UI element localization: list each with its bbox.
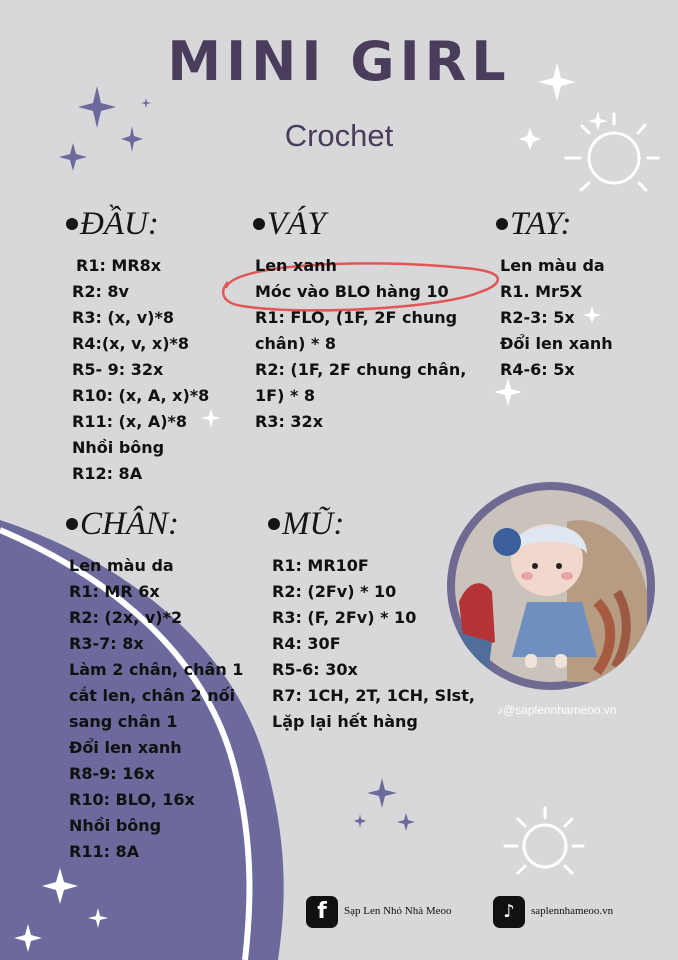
sparkle-icon bbox=[88, 908, 108, 928]
pattern-line: R11: 8A bbox=[69, 842, 140, 861]
pattern-line: R1: MR 6x bbox=[69, 582, 160, 601]
section-vay-lines bbox=[255, 253, 466, 435]
section-tay-lines bbox=[500, 253, 613, 383]
pattern-line: R8-9: 16x bbox=[69, 764, 155, 783]
pattern-line: sang chân 1 bbox=[69, 712, 178, 731]
sparkle-icon bbox=[42, 868, 78, 904]
pattern-line: R5- 9: 32x bbox=[72, 360, 164, 379]
section-heading-vay: VÁY bbox=[253, 206, 326, 243]
pattern-line: Đổi len xanh bbox=[69, 738, 182, 757]
section-dau-lines bbox=[72, 253, 209, 487]
pattern-line: Làm 2 chân, chân 1 bbox=[69, 660, 244, 679]
pattern-line: Lặp lại hết hàng bbox=[272, 712, 418, 731]
pattern-line: R1: FLO, (1F, 2F chung bbox=[255, 308, 458, 327]
bullet-icon bbox=[253, 218, 265, 230]
pattern-line: Nhồi bông bbox=[69, 816, 162, 835]
pattern-line: Nhồi bông bbox=[72, 438, 165, 457]
page-subtitle: Crochet bbox=[284, 118, 394, 153]
page-title: MINI GIRL bbox=[167, 30, 511, 93]
pattern-line: R2: (1F, 2F chung chân, bbox=[255, 360, 467, 379]
section-mu-lines bbox=[272, 553, 475, 735]
pattern-line: R2: (2x, v)*2 bbox=[69, 608, 183, 627]
sparkle-icon bbox=[354, 814, 366, 828]
tiktok-icon[interactable]: ♪ bbox=[493, 896, 525, 928]
pattern-line: R10: BLO, 16x bbox=[69, 790, 195, 809]
tiktok-label[interactable]: saplennhameoo.vn bbox=[531, 905, 614, 917]
section-heading-tay: TAY: bbox=[496, 206, 571, 243]
pattern-line: R1: MR10F bbox=[272, 556, 369, 575]
section-heading-mu: MŨ: bbox=[268, 506, 344, 543]
section-heading-chan: CHÂN: bbox=[66, 506, 179, 543]
section-chan-lines bbox=[69, 553, 243, 865]
sun-icon bbox=[505, 808, 583, 873]
facebook-icon[interactable]: f bbox=[306, 896, 338, 928]
pattern-line: Len màu da bbox=[69, 556, 174, 575]
pattern-line: R3: 32x bbox=[255, 412, 324, 431]
pattern-line: Đổi len xanh bbox=[500, 334, 613, 353]
sparkle-icon bbox=[367, 778, 397, 808]
pattern-line: R1: MR8x bbox=[76, 256, 162, 275]
pattern-line: cắt len, chân 2 nối bbox=[69, 686, 236, 705]
pattern-line: R10: (x, A, x)*8 bbox=[72, 386, 210, 405]
pattern-line: R3: (x, v)*8 bbox=[72, 308, 174, 327]
sparkle-icon bbox=[14, 924, 42, 952]
bullet-icon bbox=[66, 218, 78, 230]
pattern-line: R4:(x, v, x)*8 bbox=[72, 334, 190, 353]
pattern-line: R11: (x, A)*8 bbox=[72, 412, 188, 431]
pattern-line: R3: (F, 2Fv) * 10 bbox=[272, 608, 417, 627]
crochet-doll-illustration bbox=[447, 482, 655, 690]
pattern-line: Móc vào BLO hàng 10 bbox=[255, 282, 449, 301]
pattern-line: 1F) * 8 bbox=[255, 386, 316, 405]
bullet-icon bbox=[66, 518, 78, 530]
pattern-line: R5-6: 30x bbox=[272, 660, 358, 679]
bullet-icon bbox=[496, 218, 508, 230]
facebook-label[interactable]: Sạp Len Nhỏ Nhà Meoo bbox=[344, 905, 452, 917]
bullet-icon bbox=[268, 518, 280, 530]
pattern-line: R2: (2Fv) * 10 bbox=[272, 582, 397, 601]
pattern-line: R2-3: 5x bbox=[500, 308, 575, 327]
sparkle-icon bbox=[141, 98, 151, 108]
pattern-line: Len xanh bbox=[255, 256, 337, 275]
pattern-line: Len màu da bbox=[500, 256, 605, 275]
pattern-line: R4-6: 5x bbox=[500, 360, 575, 379]
pattern-line: R3-7: 8x bbox=[69, 634, 144, 653]
pattern-line: chân) * 8 bbox=[255, 334, 337, 353]
tiktok-icon: ♪ bbox=[497, 703, 503, 717]
photo-credit: ♪@saplennhameoo.vn bbox=[497, 703, 617, 717]
pattern-line: R12: 8A bbox=[72, 464, 143, 483]
section-heading-dau: ĐẦU: bbox=[66, 206, 159, 243]
pattern-line: R2: 8v bbox=[72, 282, 129, 301]
pattern-line: R4: 30F bbox=[272, 634, 341, 653]
sparkle-icon bbox=[397, 813, 415, 831]
doll-photo bbox=[447, 482, 655, 690]
pattern-line: R1. Mr5X bbox=[500, 282, 583, 301]
pattern-line: R7: 1CH, 2T, 1CH, Slst, bbox=[272, 686, 475, 705]
